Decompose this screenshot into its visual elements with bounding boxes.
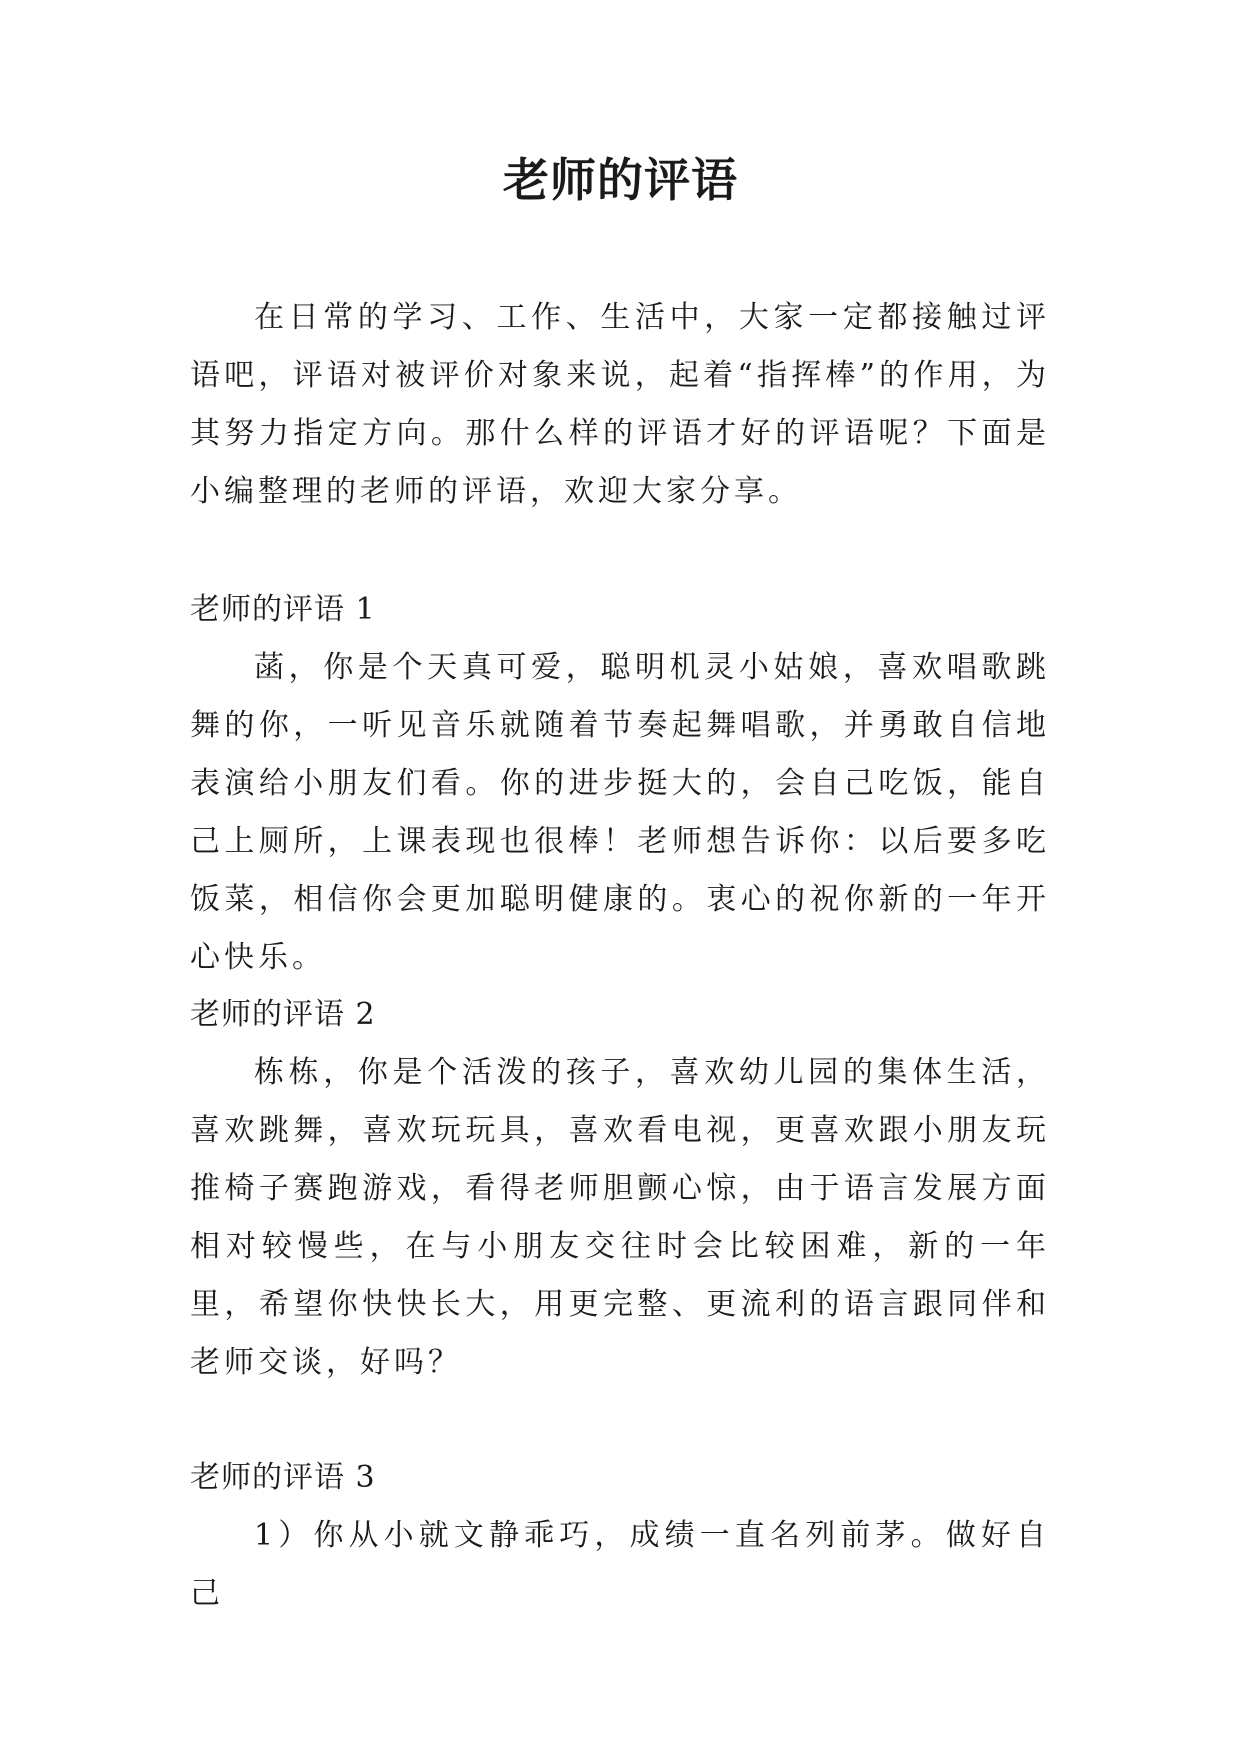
section-heading: 老师的评语 2 [190, 997, 376, 1032]
section-heading: 老师的评语 3 [190, 1460, 376, 1495]
document-title: 老师的评语 [503, 153, 738, 207]
section-paragraph: 1）你从小就文静乖巧，成绩一直名列前茅。做好自己 [190, 1518, 1050, 1611]
section-heading: 老师的评语 1 [190, 592, 376, 627]
section-paragraph: 菡，你是个天真可爱，聪明机灵小姑娘，喜欢唱歌跳舞的你，一听见音乐就随着节奏起舞唱歌，并勇敢自信地表演给小朋友们看。你的进步挺大的，会自己吃饭，能自己上厕所，上课表现也很棒！老师想告诉你：以后要多吃饭菜，相信你会更加聪明健康的。衷心的祝你新的一年开心快乐。 [190, 650, 1050, 975]
section-paragraph: 栋栋，你是个活泼的孩子，喜欢幼儿园的集体生活，喜欢跳舞，喜欢玩玩具，喜欢看电视，更喜欢跟小朋友玩推椅子赛跑游戏，看得老师胆颤心惊，由于语言发展方面相对较慢些，在与小朋友交往时会比较困难，新的一年里，希望你快快长大，用更完整、更流利的语言跟同伴和老师交谈，好吗？ [190, 1055, 1050, 1380]
intro-paragraph: 在日常的学习、工作、生活中，大家一定都接触过评语吧，评语对被评价对象来说，起着“指挥棒”的作用，为其努力指定方向。那什么样的评语才好的评语呢？下面是小编整理的老师的评语，欢迎大家分享。 [190, 300, 1050, 509]
